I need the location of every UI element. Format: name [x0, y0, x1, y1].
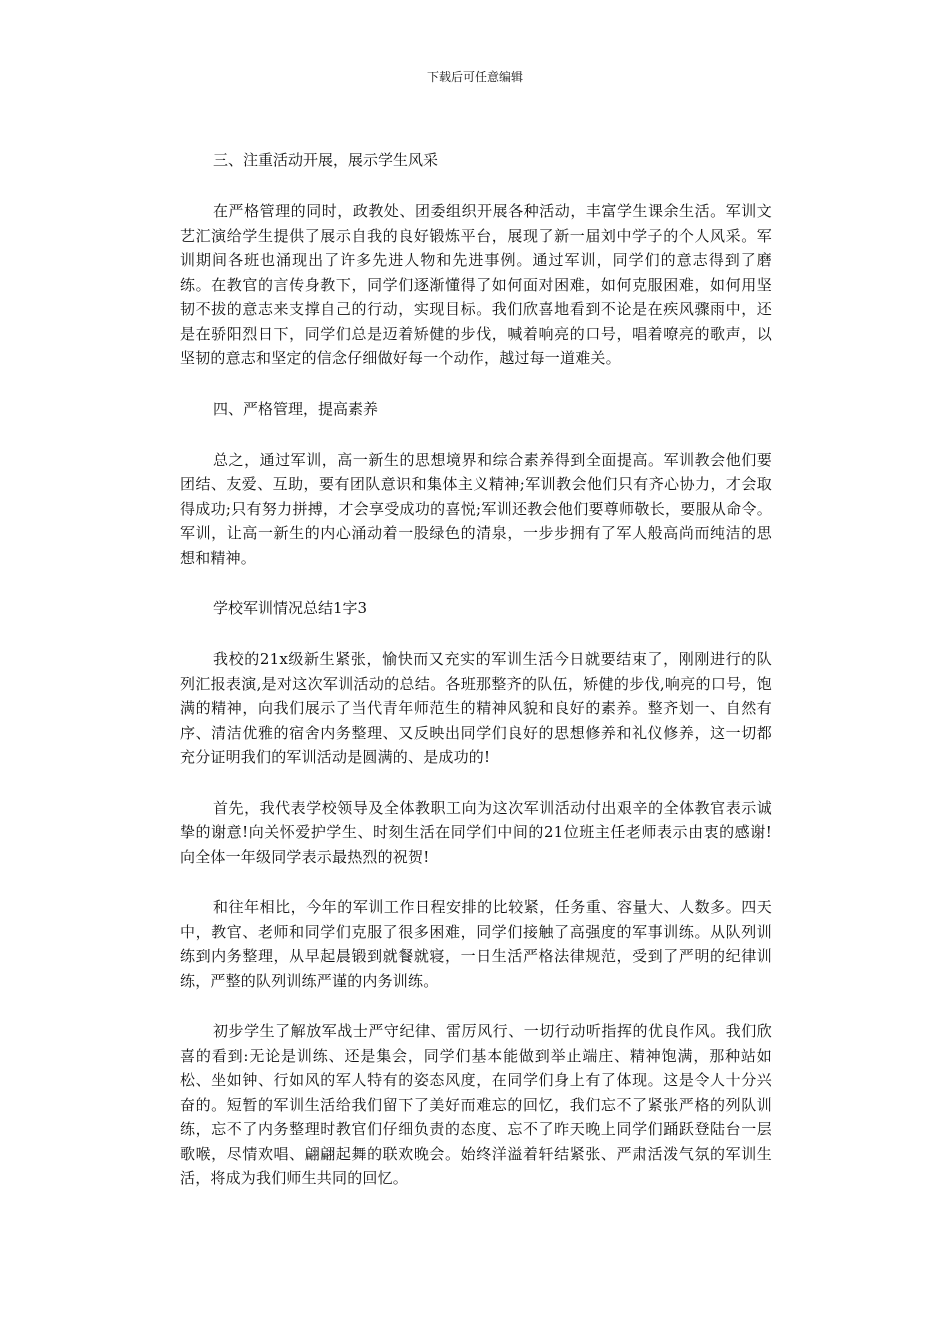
spacer: [180, 172, 772, 199]
section-heading-4: 四、严格管理，提高素养: [213, 399, 379, 418]
paragraph-summary: 总之，通过军训，高一新生的思想境界和综合素养得到全面提高。军训教会他们要团结、友爱、互助，要有团队意识和集体主义精神;军训教会他们只有齐心协力，才会取得成功;只有努力拼搏，才会享受成功的喜悦;军训还教会他们要尊师敬长，要服从命令。军训，让高一新生的内心涌动着一股绿色的清泉，一步步拥有了军人般高尚而纯洁的思想和精神。: [180, 450, 772, 567]
spacer: [180, 620, 772, 647]
spacer: [180, 993, 772, 1019]
paragraph-activities: 在严格管理的同时，政教处、团委组织开展各种活动，丰富学生课余生活。军训文艺汇演给学生提供了展示自我的良好锻炼平台，展现了新一届刘中学子的个人风采。军训期间各班也涌现出了许多先进人物和先进事例。通过军训，同学们的意志得到了磨练。在教官的言传身教下，同学们逐渐懂得了如何面对困难，如何克服困难，如何用坚韧不拔的意志来支撑自己的行动，实现目标。我们欣喜地看到不论是在疾风骤雨中，还是在骄阳烈日下，同学们总是迈着矫健的步伐，喊着响亮的口号，唱着嘹亮的歌声，以坚韧的意志和坚定的信念仔细做好每一个动作，越过每一道难关。: [180, 202, 772, 367]
page-header-note: 下载后可任意编辑: [426, 70, 523, 84]
paragraph-thanks: 首先，我代表学校领导及全体教职工向为这次军训活动付出艰辛的全体教官表示诚挚的谢意!向关怀爱护学生、时刻生活在同学们中间的21位班主任老师表示由衷的感谢!向全体一年级同学表示最热烈的祝贺!: [180, 798, 772, 866]
paragraph-intro: 我校的21x级新生紧张，愉快而又充实的军训生活今日就要结束了，刚刚进行的队列汇报表演,是对这次军训活动的总结。各班那整齐的队伍，矫健的步伐,响亮的口号，饱满的精神，向我们展示了当代青年师范生的精神风貌和良好的素养。整齐划一、自然有序、清洁优雅的宿舍内务整理、又反映出同学们良好的思想修养和礼仪修养，这一切都充分证明我们的军训活动是圆满的、是成功的!: [180, 650, 772, 766]
spacer: [180, 570, 772, 596]
spacer: [180, 770, 772, 796]
spacer: [180, 869, 772, 895]
document-subtitle: 学校军训情况总结1字3: [213, 599, 368, 617]
paragraph-training: 和往年相比，今年的军训工作日程安排的比较紧，任务重、容量大、人数多。四天中，教官、老师和同学们克服了很多困难，同学们接触了高强度的军事训练。从队列训练到内务整理，从早起晨锻到就餐就寝，一日生活严格法律规范，受到了严明的纪律训练，严整的队列训练严谨的内务训练。: [180, 898, 772, 990]
document-body: [180, 148, 772, 1191]
spacer: [180, 421, 772, 448]
section-heading-3: 三、注重活动开展，展示学生风采: [213, 151, 439, 169]
paragraph-conclusion: 初步学生了解放军战士严守纪律、雷厉风行、一切行动听指挥的优良作风。我们欣喜的看到:无论是训练、还是集会，同学们基本能做到举止端庄、精神饱满，那种站如松、坐如钟、行如风的军人特有的姿态风度，在同学们身上有了体现。这是令人十分兴奋的。短暂的军训生活给我们留下了美好而难忘的回忆，我们忘不了紧张严格的列队训练，忘不了内务整理时教官们仔细负责的态度、忘不了昨天晚上同学们踊跃登陆台一层歌喉，尽情欢唱、翩翩起舞的联欢晚会。始终洋溢着轩结紧张、严肃活泼气氛的军训生活，将成为我们师生共同的回忆。: [180, 1022, 772, 1187]
spacer: [180, 371, 772, 397]
